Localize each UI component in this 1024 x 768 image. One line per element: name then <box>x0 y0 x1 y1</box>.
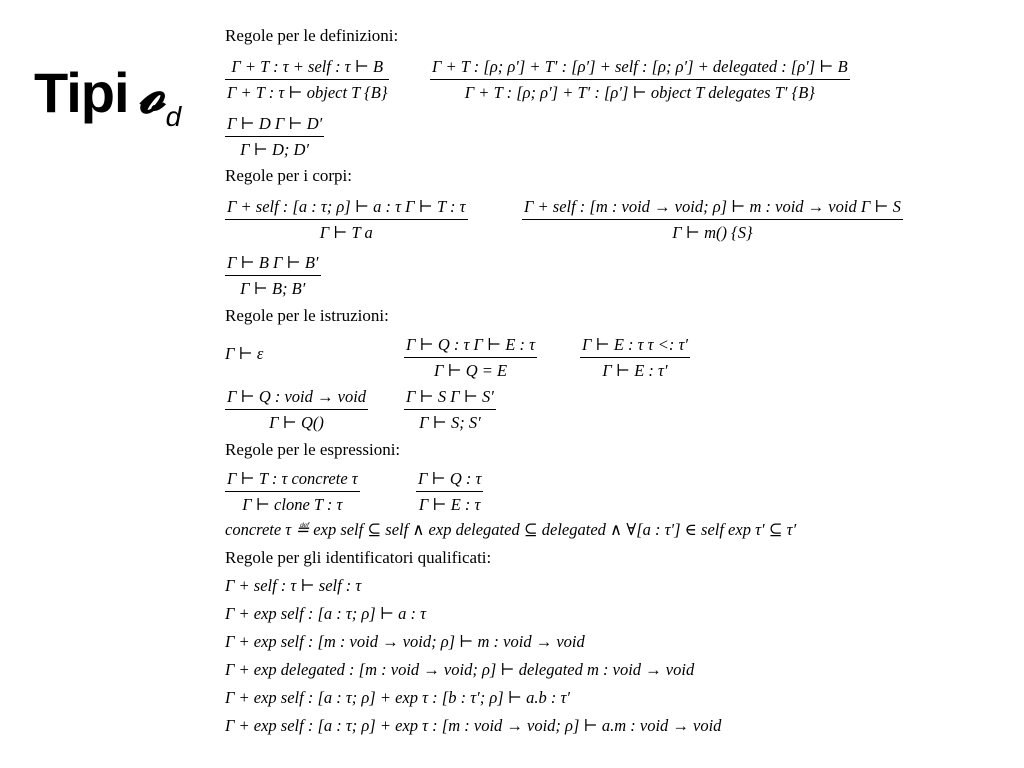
rule-body3-premise: Γ ⊢ B Γ ⊢ B′ <box>227 253 319 272</box>
rule-instr2-premise: Γ ⊢ E : τ τ <: τ′ <box>582 335 688 354</box>
rule-body1-conclusion: Γ ⊢ T a <box>319 223 373 242</box>
rule-expr1-premise: Γ ⊢ T : τ concrete τ <box>227 469 358 488</box>
rule-def3 <box>225 113 324 161</box>
rule-instr4-conclusion: Γ ⊢ S; S′ <box>419 413 481 432</box>
rule-instr1 <box>404 334 537 382</box>
rule-def3-premise: Γ ⊢ D Γ ⊢ D′ <box>227 114 323 133</box>
section-heading-definizioni: Regole per le definizioni: <box>225 26 399 45</box>
rule-body3-conclusion: Γ ⊢ B; B′ <box>240 279 306 298</box>
inference-bar <box>225 136 324 137</box>
rule-body2 <box>522 196 903 244</box>
title-symbol: 𝓸 <box>138 61 164 124</box>
rule-instr3-premise: Γ ⊢ Q : void → void <box>227 387 367 406</box>
rule-instr2 <box>580 334 690 382</box>
inference-bar <box>416 491 483 492</box>
rule-def2 <box>430 56 850 104</box>
rule-instr1-conclusion: Γ ⊢ Q = E <box>433 361 508 380</box>
rule-expr2-premise: Γ ⊢ Q : τ <box>418 469 482 488</box>
slide-title <box>34 60 180 133</box>
rule-instr4 <box>404 386 496 434</box>
inference-bar <box>522 219 903 220</box>
rule-instr3-conclusion: Γ ⊢ Q() <box>269 413 324 432</box>
rule-body1 <box>225 196 468 244</box>
rule-def3-conclusion: Γ ⊢ D; D′ <box>240 140 310 159</box>
rule-def1 <box>225 56 389 104</box>
inference-bar <box>225 491 360 492</box>
rule-expr1-conclusion: Γ ⊢ clone T : τ <box>242 495 343 514</box>
qualified-rule: Γ + exp self : [a : τ; ρ] ⊢ a : τ <box>225 604 427 623</box>
rule-def2-premise: Γ + T : [ρ; ρ′] + T′ : [ρ′] + self : [ρ; ρ′] + delegated : [ρ′] ⊢ B <box>432 57 848 76</box>
inference-bar <box>225 219 468 220</box>
inference-bar <box>404 409 496 410</box>
title-text: Tipi <box>34 61 129 124</box>
inference-bar <box>404 357 537 358</box>
rule-instr2-conclusion: Γ ⊢ E : τ′ <box>602 361 668 380</box>
qualified-rule: Γ + exp self : [a : τ; ρ] + exp τ : [m : void → void; ρ] ⊢ a.m : void → void <box>225 716 722 735</box>
qualified-rule: Γ + self : τ ⊢ self : τ <box>225 576 362 595</box>
inference-bar <box>430 79 850 80</box>
rule-instr3 <box>225 386 368 434</box>
concrete-definition: concrete τ ≝ exp self ⊆ self ∧ exp delegated ⊆ delegated ∧ ∀[a : τ′] ∈ self exp τ′ ⊆ τ′ <box>225 520 797 539</box>
inference-bar <box>580 357 690 358</box>
inference-bar <box>225 275 321 276</box>
qualified-rule: Γ + exp delegated : [m : void → void; ρ] ⊢ delegated m : void → void <box>225 660 695 679</box>
section-heading-istruzioni: Regole per le istruzioni: <box>225 306 389 325</box>
qualified-rule: Γ + exp self : [a : τ; ρ] + exp τ : [b : τ′; ρ] ⊢ a.b : τ′ <box>225 688 571 707</box>
rule-instr4-premise: Γ ⊢ S Γ ⊢ S′ <box>406 387 494 406</box>
rule-instr0: Γ ⊢ ε <box>225 344 264 363</box>
qualified-rule: Γ + exp self : [m : void → void; ρ] ⊢ m : void → void <box>225 632 585 651</box>
rule-body1-premise: Γ + self : [a : τ; ρ] ⊢ a : τ Γ ⊢ T : τ <box>227 197 466 216</box>
section-heading-identificatori: Regole per gli identificatori qualificati: <box>225 548 492 567</box>
rule-def1-premise: Γ + T : τ + self : τ ⊢ B <box>231 57 384 76</box>
rule-body2-premise: Γ + self : [m : void → void; ρ] ⊢ m : void → void Γ ⊢ S <box>524 197 901 216</box>
section-heading-espressioni: Regole per le espressioni: <box>225 440 401 459</box>
rule-instr1-premise: Γ ⊢ Q : τ Γ ⊢ E : τ <box>406 335 536 354</box>
rule-body2-conclusion: Γ ⊢ m() {S} <box>672 223 753 242</box>
section-heading-corpi: Regole per i corpi: <box>225 166 352 185</box>
title-subscript: d <box>165 101 181 132</box>
inference-bar <box>225 79 389 80</box>
rule-expr2 <box>416 468 483 516</box>
rule-expr1 <box>225 468 360 516</box>
rule-body3 <box>225 252 321 300</box>
inference-bar <box>225 409 368 410</box>
rule-def1-conclusion: Γ + T : τ ⊢ object T {B} <box>227 83 388 102</box>
rule-def2-conclusion: Γ + T : [ρ; ρ′] + T′ : [ρ′] ⊢ object T delegates T′ {B} <box>464 83 815 102</box>
rule-expr2-conclusion: Γ ⊢ E : τ <box>418 495 481 514</box>
